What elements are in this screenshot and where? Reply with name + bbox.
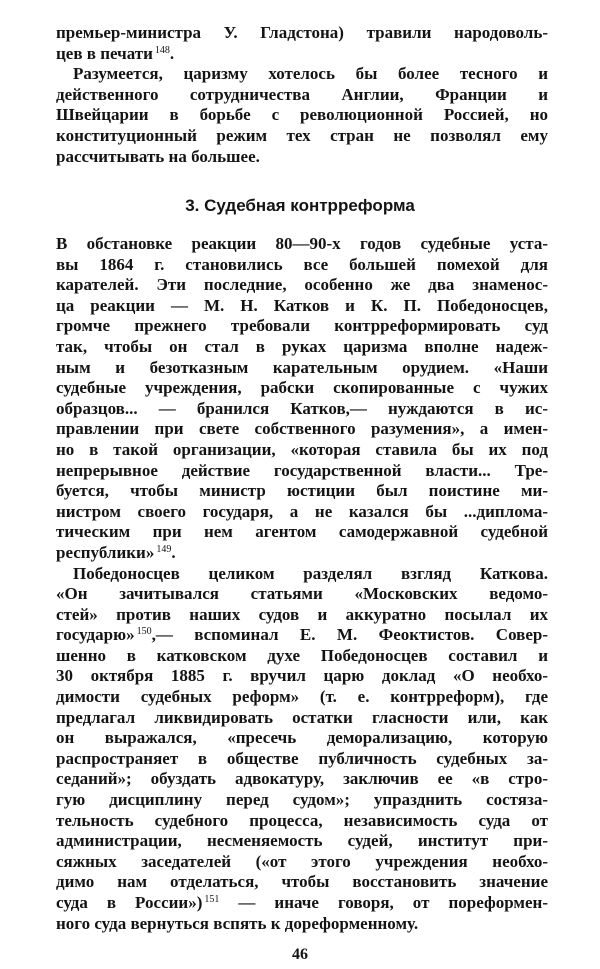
text-line [56, 543, 548, 564]
line-text-after: . [169, 43, 175, 63]
line-text: республики» [56, 542, 155, 562]
text-line [56, 893, 548, 914]
line-text: Победоносцев целиком разделял взгляд Каткова. [73, 563, 548, 583]
line-text: действенного сотрудничества Англии, Франции и [56, 84, 548, 104]
text-line [56, 255, 548, 276]
line-text: вы 1864 г. становились все большей помехой для [56, 254, 548, 274]
line-text: суда в России») [56, 893, 203, 912]
text-line [56, 769, 548, 790]
line-text: нистром своего государя, а не казался бы ...диплома- [56, 501, 548, 521]
footnote-ref: 151 [204, 894, 220, 905]
text-line [56, 440, 548, 461]
text-line [56, 461, 548, 482]
line-text: буется, чтобы министр юстиции был поистине ми- [56, 481, 548, 501]
text-line [56, 419, 548, 440]
line-text: он выражался, «пресечь деморализацию, которую [56, 728, 548, 748]
text-line [56, 126, 548, 147]
line-text: непрерывное действие государственной власти... Тре- [56, 460, 548, 480]
line-text: 30 октября 1885 г. вручил царю доклад «О необхо- [56, 666, 548, 686]
paragraph [56, 23, 548, 64]
text-line [56, 44, 548, 65]
text-line [56, 564, 548, 585]
text-line [56, 378, 548, 399]
text-line [56, 666, 548, 687]
line-text: гую дисциплину перед судом»; упразднить состяза- [56, 790, 548, 810]
line-text: ного суда вернуться вспять к дореформенному. [56, 913, 419, 933]
text-line [56, 914, 548, 935]
line-text: судебные учреждения, рабски скопированные с чужих [56, 378, 548, 398]
line-text: димо нам отделаться, чтобы восстановить значение [56, 872, 548, 892]
line-text-after: ,— вспоминал Е. М. Феоктистов. Совер- [151, 625, 548, 645]
line-text: тическим при нем агентом самодержавной судебной [56, 522, 548, 542]
line-text: тельность судебного процесса, независимость суда от [56, 810, 548, 830]
text-line [56, 831, 548, 852]
text-line [56, 64, 548, 85]
line-text: карателей. Эти последние, особенно же два знаменос- [56, 275, 548, 295]
footnote-ref: 150 [136, 626, 152, 638]
line-text: предлагал ликвидировать остатки гласности или, как [56, 707, 548, 727]
text-line [56, 85, 548, 106]
line-text: ца реакции — М. Н. Катков и К. П. Победоносцев, [56, 295, 548, 315]
paragraph [56, 564, 548, 935]
text-line [56, 358, 548, 379]
text-line [56, 728, 548, 749]
footnote-ref: 148 [154, 44, 170, 56]
text-line [56, 147, 548, 168]
text-line [56, 105, 548, 126]
line-text: димости судебных реформ» (т. е. контрреформ), где [56, 687, 548, 707]
text-line [56, 399, 548, 420]
section-heading: 3. Судебная контрреформа [185, 196, 415, 215]
text-line [56, 502, 548, 523]
text-line [56, 687, 548, 708]
line-text: администрации, несменяемость судей, институт при- [56, 831, 548, 851]
line-text: стей» против наших судов и аккуратно посылал их [56, 604, 548, 624]
line-text: шенно в катковском духе Победоносцев составил и [56, 645, 548, 665]
text-line [56, 790, 548, 811]
line-text: рассчитывать на большее. [56, 146, 260, 166]
line-text: правлении при свете собственного разумения», а имен- [56, 419, 548, 439]
line-text: цев в печати [56, 43, 153, 63]
text-line [56, 749, 548, 770]
line-text: сяжных заседателей («от этого учреждения необхо- [56, 851, 548, 871]
text-line [56, 708, 548, 729]
paragraph [56, 234, 548, 564]
text-block-main [56, 234, 548, 934]
line-text: громче прежнего требовали контрреформировать суд [56, 316, 548, 336]
text-line [56, 337, 548, 358]
text-line [56, 23, 548, 44]
line-text: ным и безотказным карательным орудием. «Наши [56, 357, 548, 377]
text-line [56, 275, 548, 296]
text-line [56, 646, 548, 667]
footnote-ref: 149 [156, 543, 172, 555]
line-text-after: — иначе говоря, от пореформен- [219, 893, 548, 912]
text-line [56, 316, 548, 337]
text-line [56, 872, 548, 893]
paragraph [56, 64, 548, 167]
line-text: премьер-министра У. Гладстона) травили народоволь- [56, 23, 548, 42]
line-text: Разумеется, царизму хотелось бы более тесного и [73, 64, 548, 84]
text-line [56, 234, 548, 255]
line-text: государю» [56, 625, 135, 645]
text-line [56, 481, 548, 502]
line-text: В обстановке реакции 80—90-х годов судебные уста- [56, 234, 548, 253]
line-text: образцов... — бранился Катков,— нуждаются в ис- [56, 398, 548, 418]
text-line [56, 625, 548, 646]
text-line [56, 522, 548, 543]
text-line [56, 296, 548, 317]
line-text: седаний»; обуздать адвокатуру, заключив ее «в стро- [56, 769, 548, 789]
line-text: конституционный режим тех стран не позволял ему [56, 125, 548, 145]
text-line [56, 584, 548, 605]
line-text: распространяет в обществе публичность судебных за- [56, 748, 548, 768]
line-text: «Он зачитывался статьями «Московских ведомо- [56, 584, 548, 604]
line-text: так, чтобы он стал в руках царизма вполне надеж- [56, 336, 548, 356]
text-line [56, 852, 548, 873]
line-text: но в такой организации, «которая ставила бы их под [56, 439, 548, 459]
text-block-top [56, 23, 548, 167]
text-line [56, 605, 548, 626]
text-line [56, 811, 548, 832]
page-number: 46 [292, 946, 308, 963]
line-text-after: . [171, 542, 176, 562]
line-text: Швейцарии в борьбе с революционной Россией, но [56, 105, 548, 125]
